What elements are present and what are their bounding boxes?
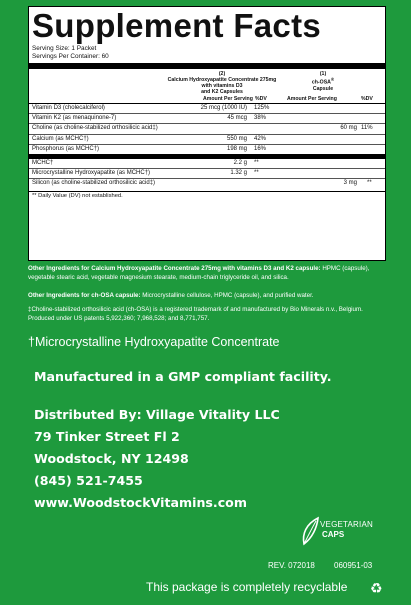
gmp-statement: Manufactured in a GMP compliant facility. [34,369,332,384]
product-code: 060951-03 [334,561,373,570]
nutrient-name: Silicon (as choline-stabilized orthosilicic acid‡) [32,180,156,187]
nutrient-name: MCHC† [32,159,54,166]
nutrient-row [29,145,385,154]
col1-dv-label: %DV [361,96,373,102]
col2-dv-label: %DV [255,96,267,102]
col2-name: Calcium Hydroxyapatite Concentrate 275mg [167,77,277,83]
nutrient-name: Calcium (as MCHC†) [32,135,89,142]
nutrient-row [29,104,385,114]
dv-col1: ** [367,180,372,187]
nutrient-name: Vitamin K2 (as menaquinone-7) [32,115,117,122]
col2-sub1: with vitamins D3 [201,83,243,89]
col1-name-line [291,77,355,86]
nutrient-name: Phosphorus (as MCHC†) [32,145,100,152]
amount-col2: 1.32 g [230,170,247,177]
supplement-facts-panel [28,6,386,261]
dv-col2: ** [254,159,259,166]
col2-amount-label: Amount Per Serving [203,96,253,102]
distributor-phone: (845) 521-7455 [34,473,143,488]
col2-sub2: and K2 Capsules [201,89,243,95]
nutrient-row [29,169,385,179]
amount-col1: 3 mg [343,180,357,187]
col1-num: (1) [319,71,327,77]
panel-title: Supplement Facts [32,7,322,44]
dv-col2: 42% [254,135,267,142]
distributor-name: Distributed By: Village Vitality LLC [34,407,280,422]
amount-col2: 550 mg [226,135,247,142]
nutrient-row [29,135,385,145]
col1-sup: ® [330,77,335,82]
dv-col2: ** [254,170,259,177]
other-ingredients-1-label: Other Ingredients for Calcium Hydroxyapatite Concentrate 275mg with vitamins D3 and K2 capsule: [28,265,321,272]
distributor-street: 79 Tinker Street Fl 2 [34,429,180,444]
column-header [29,69,385,104]
amount-col1: 60 mg [340,125,357,132]
other-ingredients-2-text: Microcrystalline cellulose, HPMC (capsule), and purified water. [140,292,314,299]
dv-col2: 16% [254,145,267,152]
col2-num: (2) [218,71,226,77]
footnote: ** Daily Value (DV) not established. [29,191,385,200]
nutrient-name: Choline (as choline-stabilized orthosilicic acid‡) [32,125,158,132]
dv-col2: 38% [254,115,267,122]
recyclable-statement: This package is completely recyclable [146,580,348,594]
nutrient-row [29,124,385,134]
col1-header [291,71,355,92]
nutrient-row [29,179,385,188]
nutrient-name: Vitamin D3 (cholecalciferol) [32,105,105,111]
leaf-icon [300,516,320,546]
distributor-block [34,404,280,514]
nutrient-group-2 [29,159,385,189]
col1-name: ch-OSA [311,79,331,86]
dv-col2: 125% [254,105,270,111]
serving-size: Serving Size: 1 Packet [32,45,97,52]
col2-header [157,71,287,95]
other-ingredients-1-text: HPMC (capsule), vegetable stearic acid, vegetable magnesium stearate, medium-chain triglyceride oil, and silica. [28,265,370,281]
servings-per-container: Servings Per Container: 60 [32,53,109,60]
other-ingredients-2-label: Other Ingredients for ch-OSA capsule: [28,292,141,299]
distributor-city: Woodstock, NY 12498 [34,451,189,466]
veg-badge-line1: VEGETARIAN [320,520,373,529]
nutrient-name: Microcrystalline Hydroxyapatite (as MCHC†) [32,170,151,177]
recycle-icon: ♻ [370,580,383,596]
col1-amount-label: Amount Per Serving [287,96,337,102]
col1-sub: Capsule [312,85,334,92]
nutrient-row [29,114,385,124]
dv-col1: 11% [361,125,373,132]
amount-col2: 2.2 g [233,159,247,166]
revision-code: REV. 072018 [268,561,315,570]
veg-badge-line2: CAPS [322,530,345,539]
amount-col2: 25 mcg (1000 IU) [200,105,247,111]
nutrient-row [29,159,385,169]
amount-col2: 45 mcg [227,115,247,122]
mchc-note: †Microcrystalline Hydroxyapatite Concentrate [28,335,280,349]
nutrient-group-1 [29,104,385,154]
vegetarian-caps-badge [300,512,376,548]
other-ingredients-2 [28,292,386,301]
trademark-note: ‡Choline-stabilized orthosilicic acid (ch-OSA) is a registered trademark of and manufactured by Bio Minerals n.v., Belgium. Produced under US patents 5,922,360; 7,968,528; and 8,771,757. [28,306,363,322]
distributor-website: www.WoodstockVitamins.com [34,495,247,510]
other-ingredients-1 [28,265,386,282]
amount-col2: 198 mg [226,145,247,152]
